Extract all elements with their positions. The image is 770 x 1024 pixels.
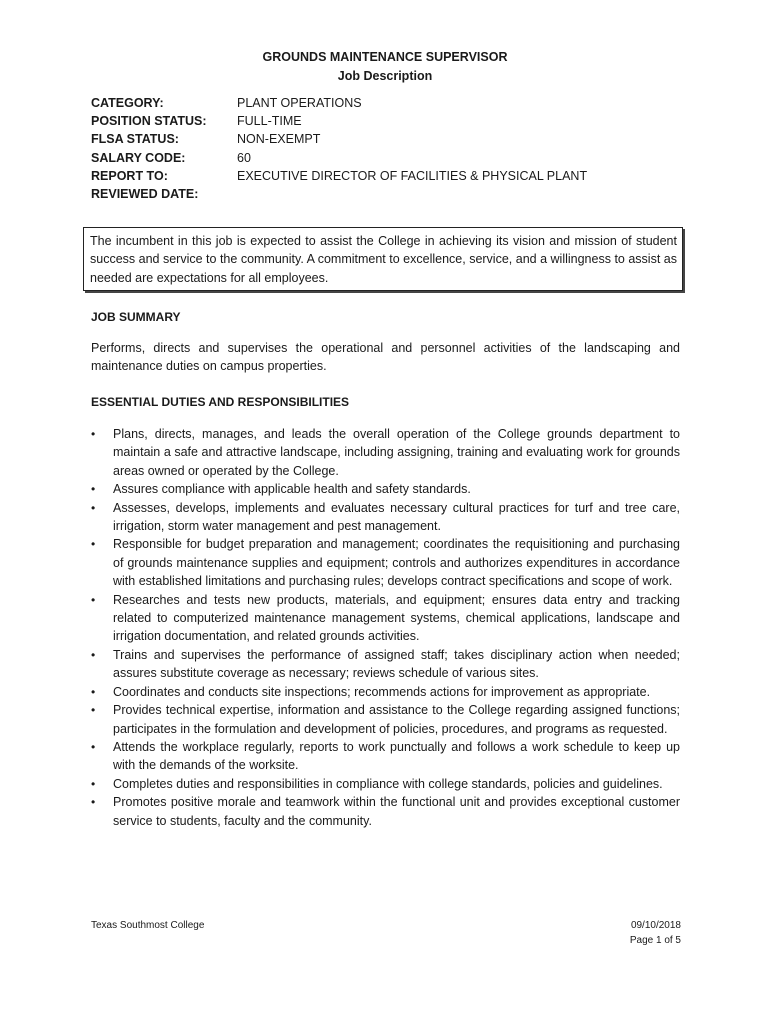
meta-row-flsa-status [91,130,587,148]
job-summary-text: Performs, directs and supervises the operational and personnel activities of the landscaping and maintenance duties on campus properties. [91,341,680,374]
list-item-text: Completes duties and responsibilities in compliance with college standards, policies and guidelines. [113,776,663,791]
bullet-icon: • [91,537,96,552]
bullet-icon: • [91,500,96,515]
footer-meta [630,919,681,948]
list-item [91,738,680,775]
list-item [91,775,680,793]
bullet-icon: • [91,739,96,754]
document-subtitle: Job Description [337,69,433,83]
bullet-icon: • [91,776,96,791]
list-item [91,793,680,830]
meta-row-report-to [91,167,587,185]
list-item-text: Promotes positive morale and teamwork within the functional unit and provides exceptional customer service to students, faculty and the community. [113,795,680,828]
bullet-icon: • [91,647,96,662]
bullet-icon: • [91,592,96,607]
job-summary-heading: JOB SUMMARY [91,310,181,324]
list-item [91,499,680,536]
meta-label: FLSA STATUS: [91,132,179,147]
bullet-icon: • [91,703,96,718]
bullet-icon: • [91,795,96,810]
bullet-icon: • [91,427,96,441]
list-item-text: Assesses, develops, implements and evaluates necessary cultural practices for turf and tree care, irrigation, storm water management and pest management. [113,500,680,534]
list-item-text: Provides technical expertise, information and assistance to the College regarding assigned functions; participates in the formulation and development of policies, procedures, and programs as requested. [113,703,680,736]
meta-row-reviewed-date [91,185,587,203]
meta-value: PLANT OPERATIONS [237,96,362,110]
meta-row-salary-code [91,149,587,167]
list-item-text: Researches and tests new products, materials, and equipment; ensures data entry and tracking related to computerized maintenance management systems, chemical applications, landscape and irrigation documentation, and related grounds activities. [113,592,680,644]
meta-label: CATEGORY: [91,96,164,110]
meta-value: NON-EXEMPT [237,132,321,147]
list-item-text: Coordinates and conducts site inspections; recommends actions for improvement as appropriate. [113,684,651,699]
footer-organization: Texas Southmost College [91,920,205,931]
list-item [91,480,680,498]
list-item-text: Responsible for budget preparation and management; coordinates the requisitioning and purchasing of grounds maintenance supplies and equipment; controls and authorizes expenditures in accordance with established limitations and purchasing rules; develops contract specifications and scope of work. [113,537,680,589]
list-item-text: Trains and supervises the performance of assigned staff; takes disciplinary action when needed; assures substitute coverage as necessary; reviews schedule of various sites. [113,647,680,681]
mission-statement-box: The incumbent in this job is expected to assist the College in achieving its vision and mission of student success and service to the community. A commitment to excellence, service, and a willingness to assist as needed are expectations for all employees. [83,227,683,291]
list-item [91,535,680,590]
list-item [91,425,680,480]
duties-heading: ESSENTIAL DUTIES AND RESPONSIBILITIES [91,395,350,409]
list-item [91,701,680,738]
list-item [91,683,680,701]
position-metadata [91,94,587,203]
meta-row-position-status [91,112,587,130]
meta-label: REVIEWED DATE: [91,186,199,201]
document-title: GROUNDS MAINTENANCE SUPERVISOR [262,50,508,64]
list-item-text: Plans, directs, manages, and leads the overall operation of the College grounds department to maintain a safe and attractive landscape, including assigning, training and evaluating work for grounds areas owned or operated by the College. [113,427,680,478]
meta-label: SALARY CODE: [91,150,186,165]
meta-value: 60 [237,150,251,165]
footer-page-number: Page 1 of 5 [629,934,681,946]
meta-row-category [91,94,587,112]
bullet-icon: • [91,482,96,497]
meta-value: EXECUTIVE DIRECTOR OF FACILITIES & PHYSICAL PLANT [237,168,588,183]
list-item [91,591,680,646]
meta-label: POSITION STATUS: [91,114,207,129]
meta-label: REPORT TO: [91,168,168,183]
meta-value: FULL-TIME [237,114,302,129]
list-item-text: Attends the workplace regularly, reports to work punctually and follows a work schedule to keep up with the demands of the worksite. [113,739,680,773]
duties-list [91,425,680,830]
list-item-text: Assures compliance with applicable health and safety standards. [113,482,471,497]
footer-date: 09/10/2018 [630,920,681,931]
bullet-icon: • [91,684,96,699]
list-item [91,646,680,683]
